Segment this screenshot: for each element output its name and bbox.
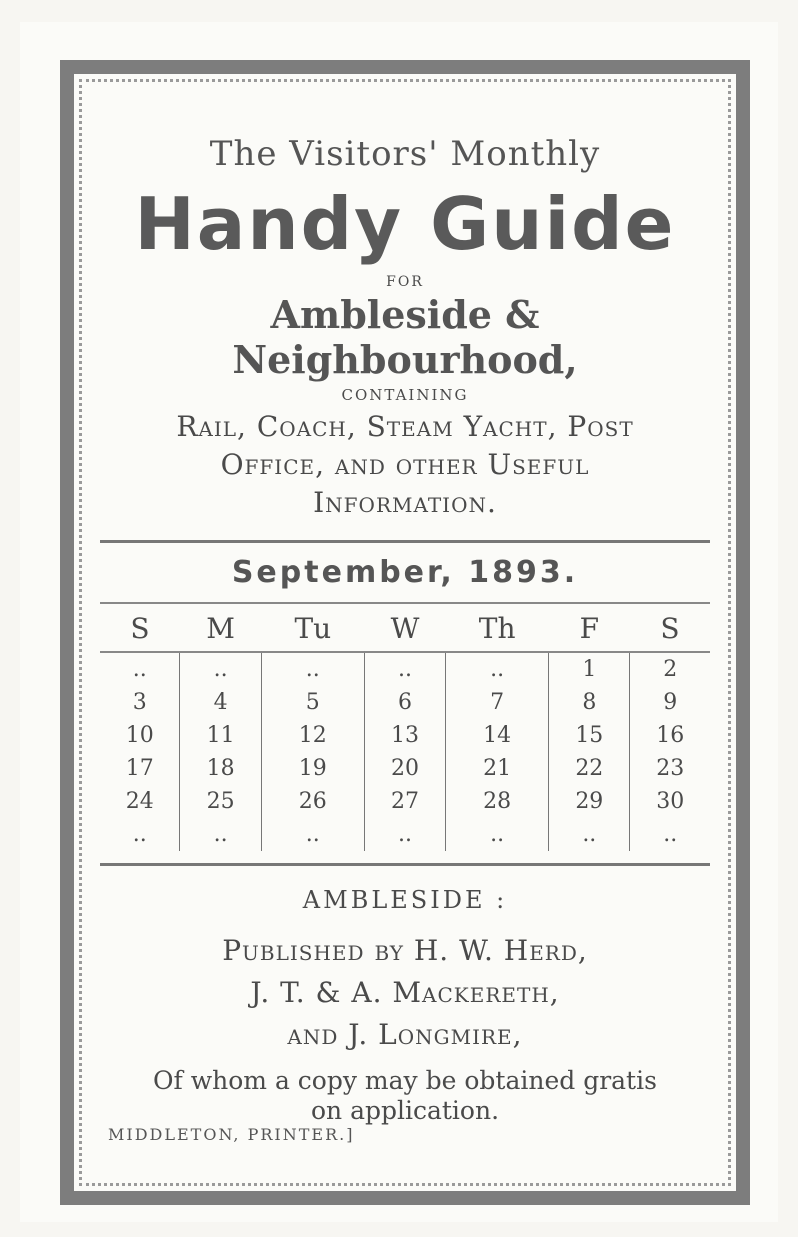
services-text — [100, 408, 710, 522]
calendar-day-cell: 15 — [549, 719, 630, 752]
calendar-day-cell: 14 — [446, 719, 549, 752]
calendar-day-cell: 10 — [125, 723, 154, 748]
publisher-line: Published by H. W. Herd, — [222, 934, 588, 967]
weekday-header: F — [549, 604, 630, 652]
calendar-day-cell: 2 — [630, 652, 710, 686]
calendar-day-cell: 7 — [446, 686, 549, 719]
calendar-day-cell: .. — [261, 818, 364, 851]
place-name: Ambleside & Neighbourhood, — [232, 292, 578, 382]
calendar-body — [100, 652, 710, 851]
calendar-day-cell: .. — [180, 818, 261, 851]
publisher-line: and J. Longmire, — [287, 1018, 523, 1051]
calendar-day-cell: 12 — [261, 719, 364, 752]
calendar-day-cell: 29 — [549, 785, 630, 818]
calendar-day-cell: 13 — [364, 719, 445, 752]
calendar-week-row — [100, 785, 710, 818]
calendar-day-cell: .. — [180, 652, 261, 686]
calendar-day-cell: 5 — [261, 686, 364, 719]
calendar-day-cell: 17 — [125, 756, 154, 781]
calendar-day-cell: 28 — [446, 785, 549, 818]
calendar-day-cell: .. — [446, 652, 549, 686]
calendar-day-cell: 23 — [630, 752, 710, 785]
calendar-day-cell: 8 — [549, 686, 630, 719]
calendar-table — [100, 604, 710, 851]
calendar-header-row — [100, 604, 710, 652]
calendar-day-cell: .. — [132, 657, 147, 682]
title-page — [100, 130, 710, 1126]
guide-title-line1: The Visitors' Monthly — [209, 134, 601, 174]
calendar-week-row — [100, 652, 710, 686]
calendar-month: September, 1893. — [231, 555, 579, 590]
weekday-header: Tu — [261, 604, 364, 652]
weekday-header: S — [630, 604, 710, 652]
calendar-day-cell: 3 — [132, 690, 147, 715]
services-line: Rail, Coach, Steam Yacht, Post — [176, 410, 634, 443]
calendar-day-cell: 25 — [180, 785, 261, 818]
calendar-day-cell: .. — [364, 652, 445, 686]
calendar-day-cell: 27 — [364, 785, 445, 818]
calendar-day-cell: 1 — [549, 652, 630, 686]
calendar-day-cell: .. — [364, 818, 445, 851]
copy-line: Of whom a copy may be obtained gratis — [153, 1066, 657, 1095]
calendar-day-cell: .. — [132, 822, 147, 847]
calendar-day-cell: 30 — [630, 785, 710, 818]
divider — [100, 863, 710, 866]
guide-title-main: Handy Guide — [134, 182, 676, 266]
calendar-day-cell: 9 — [630, 686, 710, 719]
calendar-week-row — [100, 686, 710, 719]
containing-label: CONTAINING — [341, 386, 469, 404]
calendar-day-cell: 24 — [125, 789, 154, 814]
weekday-header: Th — [446, 604, 549, 652]
copy-line: on application. — [310, 1096, 500, 1125]
calendar-day-cell: 16 — [630, 719, 710, 752]
calendar-day-cell: .. — [446, 818, 549, 851]
calendar-week-row — [100, 752, 710, 785]
weekday-header: S — [100, 604, 180, 652]
publisher-line: J. T. & A. Mackereth, — [250, 976, 560, 1009]
calendar-day-cell: 19 — [261, 752, 364, 785]
calendar-day-cell: 4 — [180, 686, 261, 719]
services-line: Information. — [313, 486, 497, 519]
calendar-day-cell: 20 — [364, 752, 445, 785]
publishers — [100, 930, 710, 1056]
town-name: AMBLESIDE : — [302, 886, 508, 914]
calendar-day-cell: 22 — [549, 752, 630, 785]
services-line: Office, and other Useful — [220, 448, 590, 481]
calendar-day-cell: 18 — [180, 752, 261, 785]
weekday-header: W — [364, 604, 445, 652]
calendar-day-cell: 6 — [364, 686, 445, 719]
printer-credit: MIDDLETON, PRINTER.] — [108, 1125, 355, 1144]
calendar-day-cell: .. — [630, 818, 710, 851]
calendar-day-cell: .. — [549, 818, 630, 851]
calendar-day-cell: 26 — [261, 785, 364, 818]
divider — [100, 540, 710, 543]
calendar-day-cell: .. — [261, 652, 364, 686]
for-label: FOR — [386, 274, 424, 290]
calendar-day-cell: 11 — [180, 719, 261, 752]
calendar-week-row — [100, 818, 710, 851]
calendar-week-row — [100, 719, 710, 752]
weekday-header: M — [180, 604, 261, 652]
calendar-day-cell: 21 — [446, 752, 549, 785]
copy-notice — [100, 1066, 710, 1126]
